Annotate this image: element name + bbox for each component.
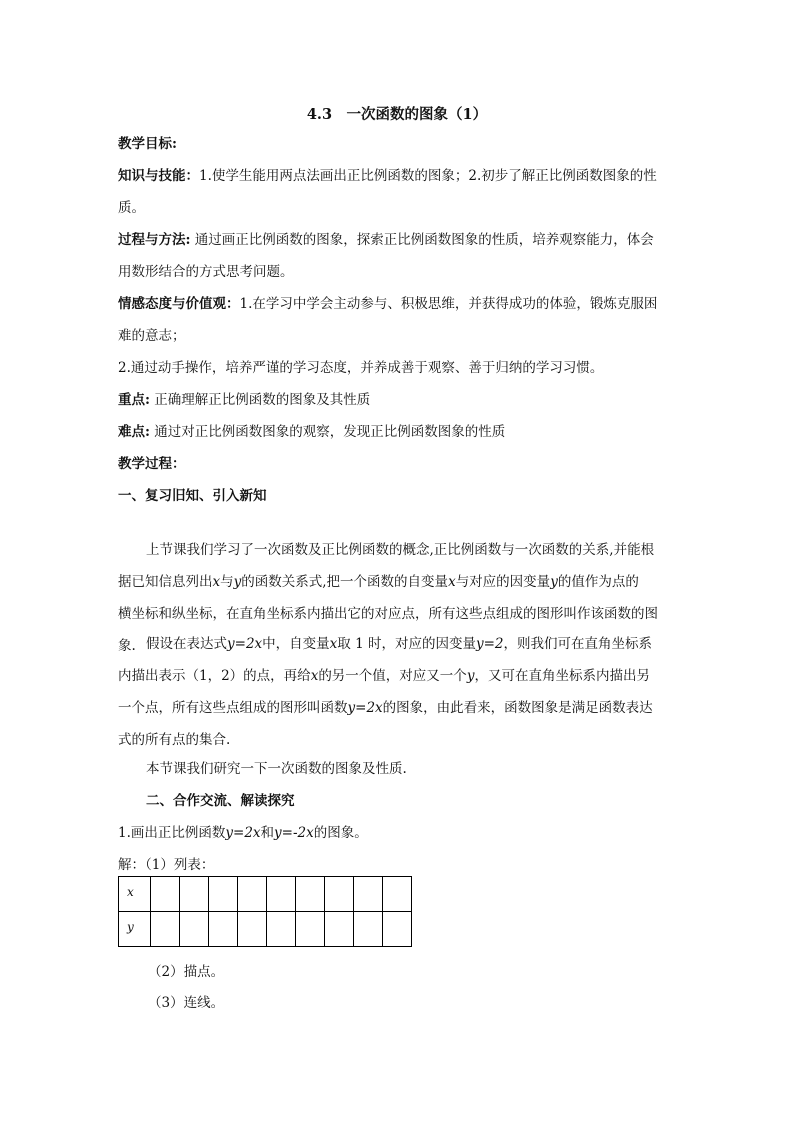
process-line-2: 用数形结合的方式思考问题。 [118, 264, 294, 280]
table-cell [209, 912, 238, 947]
table-cell [296, 912, 325, 947]
step-2: （2）描点。 [148, 964, 225, 980]
text-run: ，又可在直角坐标系内描出另 [474, 668, 650, 684]
text-run: ，则我们可在直角坐标系 [503, 636, 652, 652]
difficulty-text: 通过对正比例函数图象的观察，发现正比例函数图象的性质 [149, 424, 506, 440]
text-run: 的图象。 [313, 825, 368, 841]
table-cell [238, 877, 267, 912]
paragraph-1-line-1: 上节课我们学习了一次函数及正比例函数的概念,正比例函数与一次函数的关系,并能根 [146, 542, 655, 558]
paragraph-2-line-4: 式的所有点的集合. [118, 732, 231, 748]
math-var: y [233, 574, 242, 590]
math-var: x [212, 574, 221, 590]
table-cell [209, 877, 238, 912]
math-expression: y=2x [227, 636, 263, 652]
attitude-label: 情感态度与价值观： [118, 296, 240, 312]
difficulty-label: 难点: [118, 424, 150, 440]
text-run: 与对应的因变量 [455, 574, 551, 590]
attitude-line-3: 2.通过动手操作，培养严谨的学习态度，并养成善于观察、善于归纳的学习习惯。 [118, 360, 604, 376]
text-run: 的图象，由此看来，函数图象是满足函数表达 [382, 700, 653, 716]
text-run: 1.画出正比例函数 [118, 825, 226, 841]
text-run: 取 1 时，对应的因变量 [337, 636, 476, 652]
attitude-line [118, 288, 678, 320]
text-run: 中，自变量 [262, 636, 330, 652]
table-cell [383, 877, 412, 912]
text-run: 的另一个值，对应又一个 [318, 668, 467, 684]
knowledge-text: 1.使学生能用两点法画出正比例函数的图象；2.初步了解正比例函数图象的性 [199, 168, 657, 184]
table-header-x: x [119, 877, 151, 912]
key-point-label: 重点: [118, 392, 150, 408]
value-table [118, 876, 412, 947]
text-run: 据已知信息列出 [118, 574, 213, 590]
table-cell [296, 877, 325, 912]
task-1 [118, 817, 678, 849]
table-row-y [119, 912, 412, 947]
table-header-y: y [119, 912, 151, 947]
math-var: x [310, 668, 319, 684]
text-run: 假设在表达式 [146, 636, 227, 652]
attitude-text: 1.在学习中学会主动参与、积极思维，并获得成功的体验，锻炼克服困 [239, 296, 658, 312]
section-1-heading: 一、复习旧知、引入新知 [118, 488, 267, 504]
math-expression: y=2x [225, 825, 261, 841]
math-expression: y=2x [347, 700, 383, 716]
math-var: y [550, 574, 558, 590]
difficulty-line [118, 416, 678, 448]
table-cell [325, 912, 354, 947]
paragraph-3: 本节课我们研究一下一次函数的图象及性质. [146, 761, 407, 777]
paragraph-2-line-3 [118, 692, 678, 724]
text-run: 和 [260, 825, 275, 841]
process-label: 过程与方法: [118, 232, 191, 248]
knowledge-line [118, 160, 678, 192]
math-var: x [448, 574, 456, 590]
math-expression: y=-2x [274, 825, 314, 841]
math-var: y [466, 668, 475, 684]
attitude-line-2: 难的意志； [118, 328, 186, 344]
text-run: 内描出表示（1，2）的点，再给 [118, 668, 311, 684]
objectives-heading: 教学目标: [118, 136, 177, 152]
math-var: x [329, 636, 338, 652]
table-cell [238, 912, 267, 947]
solution-label: 解：（1）列表： [118, 857, 215, 873]
knowledge-line-2: 质。 [118, 200, 145, 216]
paragraph-1-line-4: 象. [118, 638, 136, 654]
knowledge-label: 知识与技能： [118, 168, 199, 184]
table-cell [267, 877, 296, 912]
table-cell [325, 877, 354, 912]
table-cell [267, 912, 296, 947]
text-run: 与 [220, 574, 234, 590]
section-2-heading: 二、合作交流、解读探究 [146, 793, 295, 809]
table-cell [151, 912, 180, 947]
paragraph-2-line-2 [118, 660, 678, 692]
table-cell [383, 912, 412, 947]
table-row-x [119, 877, 412, 912]
step-3: （3）连线。 [148, 995, 225, 1011]
math-expression: y=2 [475, 636, 504, 652]
process-text: 通过画正比例函数的图象，探索正比例函数图象的性质，培养观察能力，体会 [190, 232, 654, 248]
key-point-text: 正确理解正比例函数的图象及其性质 [149, 392, 371, 408]
objectives-section [118, 128, 678, 512]
paragraph-1-line-3: 横坐标和纵坐标，在直角坐标系内描出它的对应点，所有这些点组成的图形叫作该函数的图 [118, 606, 658, 622]
table-cell [180, 912, 209, 947]
paragraph-1-line-2 [118, 566, 678, 598]
text-run: 一个点，所有这些点组成的图形叫函数 [118, 700, 348, 716]
process-line [118, 224, 678, 256]
text-run: 的函数关系式,把一个函数的自变量 [241, 574, 449, 590]
key-point-line [118, 384, 678, 416]
lesson-title: 4.3 一次函数的图象（1） [306, 106, 488, 123]
table-cell [180, 877, 209, 912]
process-heading: 教学过程： [118, 456, 186, 472]
table-cell [354, 912, 383, 947]
paragraph-2-line-1 [118, 628, 678, 660]
table-cell [151, 877, 180, 912]
text-run: 的值作为点的 [557, 574, 639, 590]
paragraph-3-block [118, 753, 678, 881]
paragraph-2-text [118, 628, 678, 756]
table-cell [354, 877, 383, 912]
